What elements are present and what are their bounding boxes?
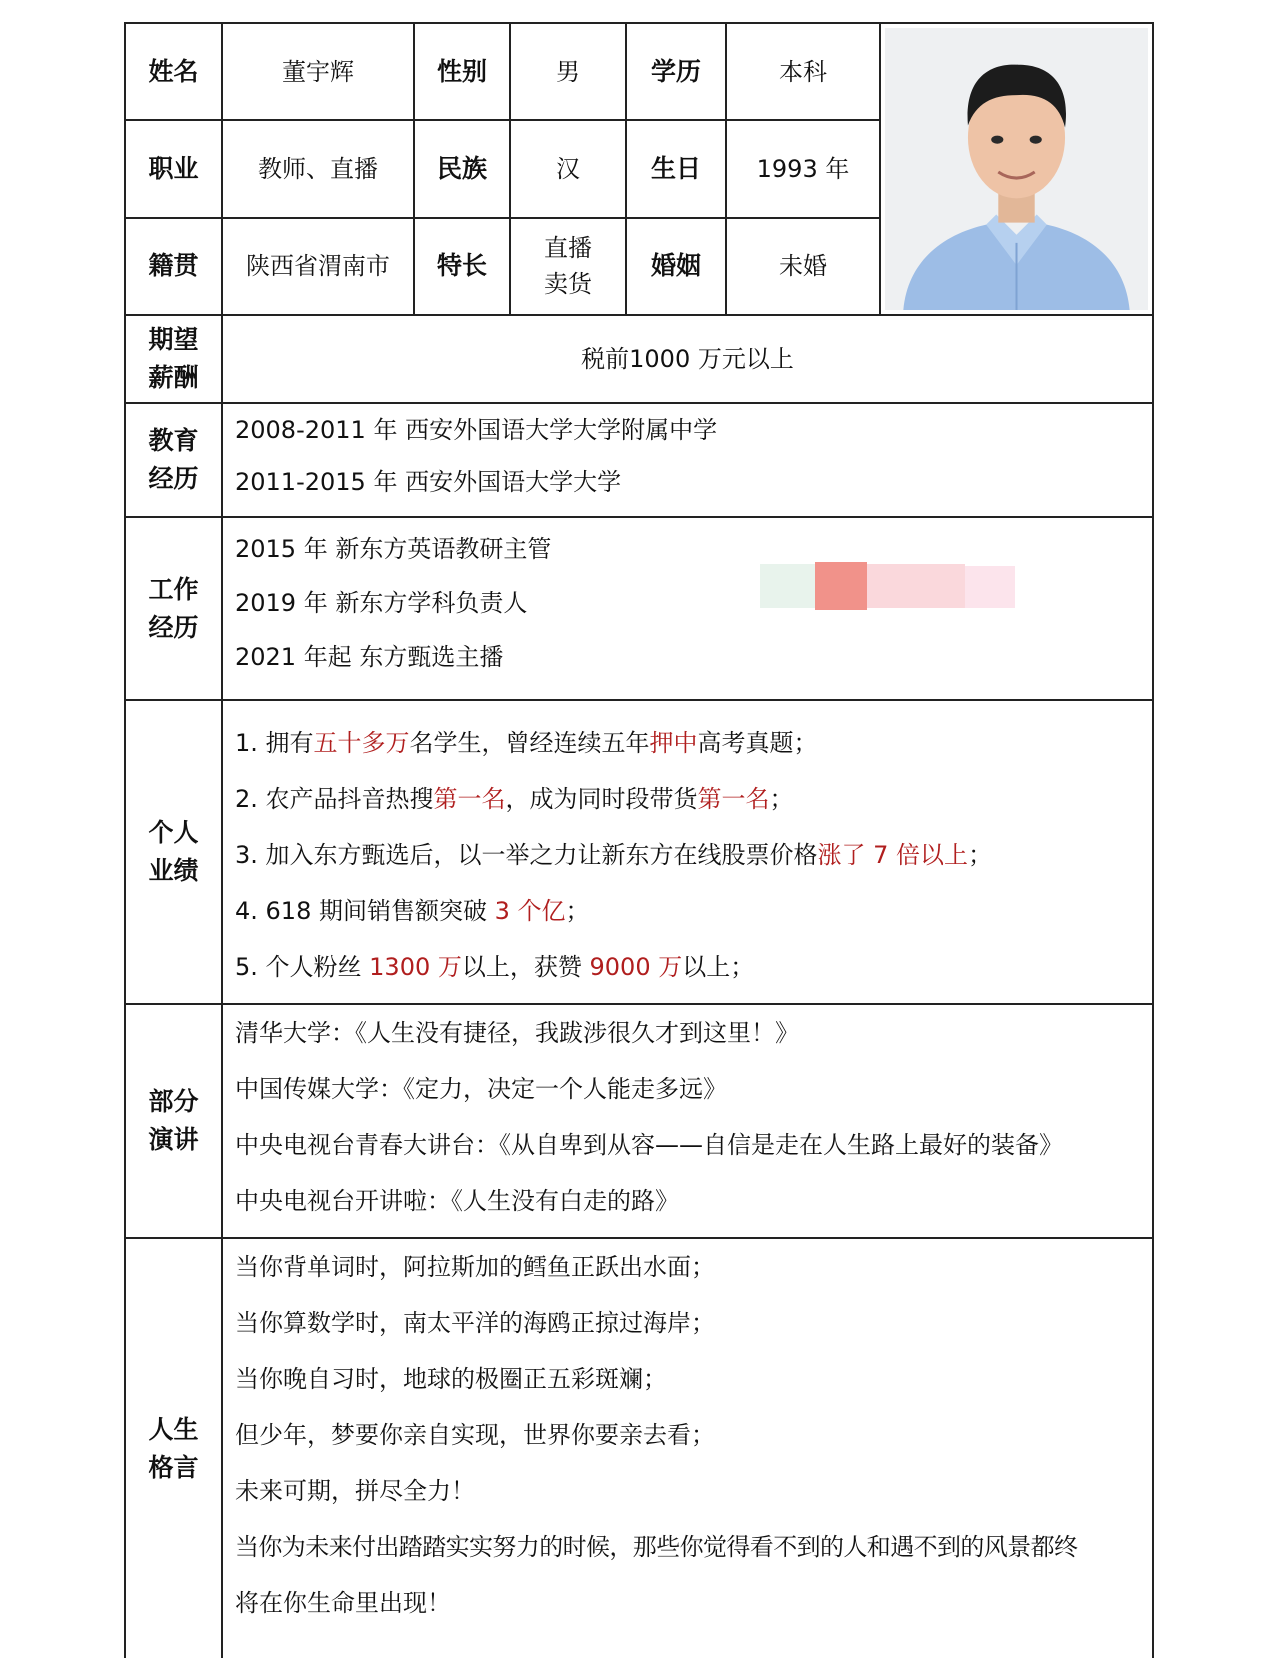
education-label-line-2: 经历	[148, 464, 199, 493]
birth-label: 生日	[626, 120, 726, 217]
achievement-text: ，成为同时段带货	[505, 785, 698, 813]
achievement-text: ；	[565, 897, 590, 925]
speeches-list	[222, 1004, 1153, 1238]
achievement-item	[235, 883, 1140, 939]
achievements-label-line-1: 个人	[148, 818, 199, 847]
achievement-text: ；	[968, 841, 993, 869]
row-speeches	[125, 1004, 1153, 1238]
row-achievements	[125, 700, 1153, 1004]
origin-label: 籍贯	[125, 218, 222, 315]
name-label: 姓名	[125, 23, 222, 120]
speech-item: 中央电视台开讲啦：《人生没有白走的路》	[235, 1187, 679, 1215]
motto-label-line-2: 格言	[148, 1452, 199, 1482]
achievements-list	[222, 700, 1153, 1004]
achievement-item	[235, 715, 1140, 771]
education-list	[222, 403, 1153, 517]
origin-value: 陕西省渭南市	[222, 218, 414, 315]
education-label-line-1: 教育	[148, 426, 199, 455]
work-label	[125, 517, 222, 700]
achievement-text: 以上；	[682, 953, 755, 981]
row-education	[125, 403, 1153, 517]
work-label-line-2: 经历	[148, 612, 199, 642]
achievement-text: 名学生，曾经连续五年	[409, 729, 650, 757]
salary-label-line-1: 期望	[148, 325, 199, 354]
motto-item: 当你晚自习时，地球的极圈正五彩斑斓；	[235, 1365, 667, 1393]
salary-label-line-2: 薪酬	[148, 363, 199, 392]
motto-item: 将在你生命里出现！	[235, 1589, 451, 1617]
resume-sheet	[124, 22, 1152, 1658]
skill-value	[510, 218, 626, 315]
speech-item: 清华大学：《人生没有捷径，我跋涉很久才到这里！》	[235, 1019, 799, 1047]
skill-label: 特长	[414, 218, 510, 315]
degree-value: 本科	[726, 23, 880, 120]
education-item: 2008-2011 年 西安外国语大学大学附属中学	[235, 416, 718, 444]
job-value: 教师、直播	[222, 120, 414, 217]
skill-line-1: 直播	[544, 234, 592, 263]
motto-label-line-1: 人生	[148, 1414, 199, 1444]
achievement-item	[235, 827, 1140, 883]
ethnicity-label: 民族	[414, 120, 510, 217]
achievement-text: 2. 农产品抖音热搜	[235, 785, 434, 813]
birth-value: 1993 年	[726, 120, 880, 217]
achievements-label-line-2: 业绩	[148, 856, 199, 885]
speech-item: 中国传媒大学：《定力，决定一个人能走多远》	[235, 1075, 727, 1103]
achievement-item	[235, 771, 1140, 827]
speech-item: 中央电视台青春大讲台：《从自卑到从容——自信是走在人生路上最好的装备》	[235, 1131, 1063, 1159]
work-item: 2019 年 新东方学科负责人	[235, 589, 528, 617]
speeches-label	[125, 1004, 222, 1238]
education-label	[125, 403, 222, 517]
achievement-highlight: 1300 万	[369, 953, 462, 981]
achievement-text: 4. 618 期间销售额突破	[235, 897, 495, 925]
row-motto	[125, 1238, 1153, 1658]
achievement-item	[235, 939, 1140, 995]
achievement-text: 3. 加入东方甄选后，以一举之力让新东方在线股票价格	[235, 841, 818, 869]
speeches-label-line-2: 演讲	[148, 1125, 199, 1154]
degree-label: 学历	[626, 23, 726, 120]
skill-line-2: 卖货	[544, 270, 592, 299]
achievement-text: ；	[769, 785, 794, 813]
name-value: 董宇辉	[222, 23, 414, 120]
speeches-label-line-1: 部分	[148, 1087, 199, 1116]
work-item: 2015 年 新东方英语教研主管	[235, 535, 552, 563]
achievement-text: 1. 拥有	[235, 729, 314, 757]
resume-table	[124, 22, 1154, 1658]
motto-item: 但少年，梦要你亲自实现，世界你要亲去看；	[235, 1421, 715, 1449]
motto-label	[125, 1238, 222, 1658]
education-item: 2011-2015 年 西安外国语大学大学	[235, 468, 622, 496]
work-label-line-1: 工作	[148, 574, 199, 604]
salary-label	[125, 315, 222, 403]
gender-label: 性别	[414, 23, 510, 120]
achievements-label	[125, 700, 222, 1004]
achievement-highlight: 第一名	[697, 785, 770, 813]
job-label: 职业	[125, 120, 222, 217]
motto-item: 未来可期，拼尽全力！	[235, 1477, 475, 1505]
photo-cell	[880, 23, 1153, 315]
gender-value: 男	[510, 23, 626, 120]
row-salary	[125, 315, 1153, 403]
motto-item: 当你为未来付出踏踏实实努力的时候，那些你觉得看不到的人和遇不到的风景都终	[235, 1533, 1078, 1561]
achievement-text: 高考真题；	[697, 729, 818, 757]
portrait-illustration	[885, 28, 1148, 310]
marital-value: 未婚	[726, 218, 880, 315]
blur-mark-shape	[760, 560, 1020, 612]
work-item: 2021 年起 东方甄选主播	[235, 643, 504, 671]
motto-list	[222, 1238, 1153, 1658]
achievement-highlight: 第一名	[433, 785, 506, 813]
row-basic-1	[125, 23, 1153, 120]
salary-value: 税前1000 万元以上	[222, 315, 1153, 403]
achievement-highlight: 五十多万	[313, 729, 410, 757]
motto-item: 当你背单词时，阿拉斯加的鳕鱼正跃出水面；	[235, 1253, 715, 1281]
marital-label: 婚姻	[626, 218, 726, 315]
achievement-highlight: 押中	[649, 729, 698, 757]
achievement-text: 以上，获赞	[461, 953, 590, 981]
achievement-highlight: 9000 万	[589, 953, 683, 981]
achievement-text: 5. 个人粉丝	[235, 953, 370, 981]
ethnicity-value: 汉	[510, 120, 626, 217]
motto-item: 当你算数学时，南太平洋的海鸥正掠过海岸；	[235, 1309, 715, 1337]
blurred-watermark	[760, 560, 1020, 612]
achievement-highlight: 涨了 7 倍以上	[817, 841, 969, 869]
portrait-photo	[885, 28, 1148, 310]
achievement-highlight: 3 个亿	[494, 897, 566, 925]
